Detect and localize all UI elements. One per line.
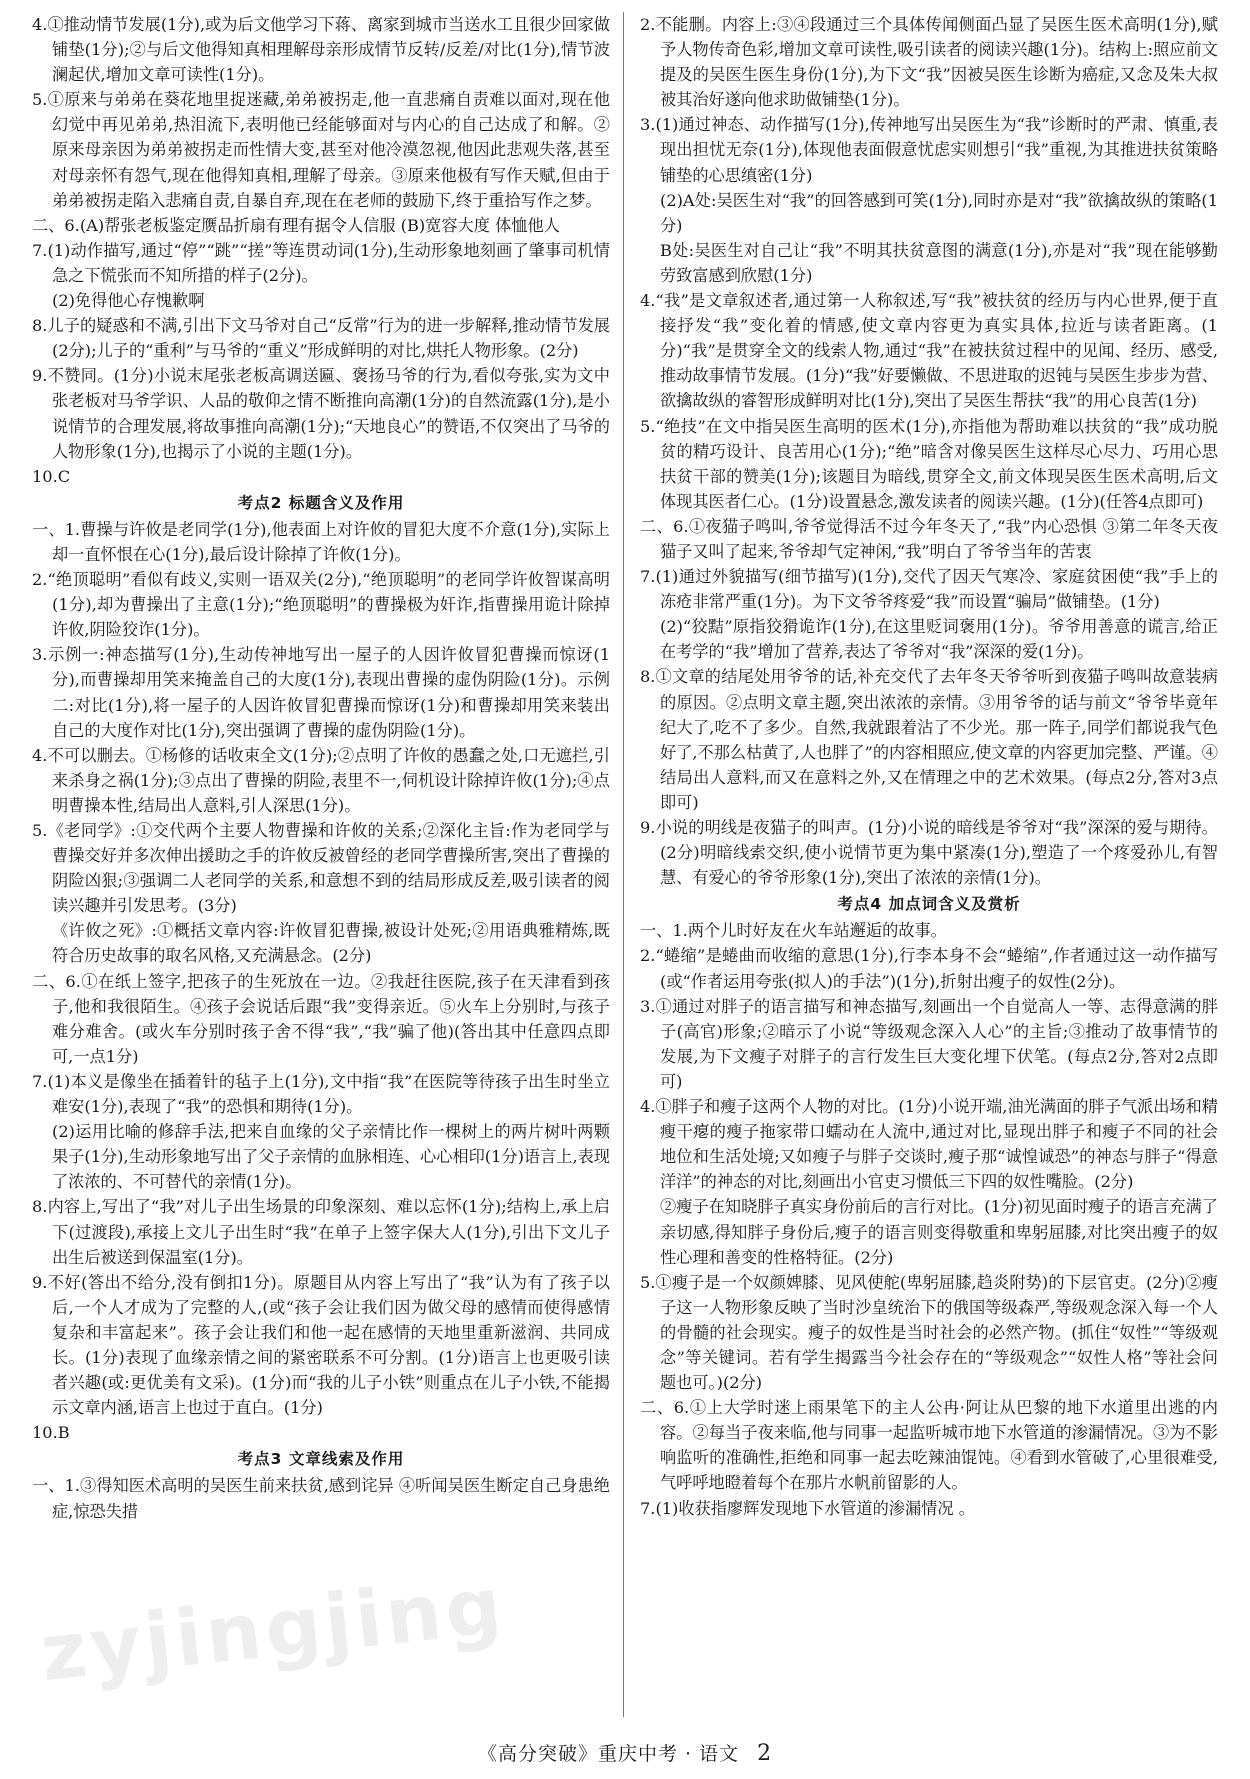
- left-column: [32, 12, 610, 1524]
- page-footer: [0, 1739, 1250, 1766]
- answer-paragraph: 5.“绝技”在文中指吴医生高明的医术(1分),亦指他为帮助难以扶贫的“我”成功脱贫的精巧设计、良苦用心(1分);“绝”暗含对像吴医生这样尽心尽力、巧用心思扶贫干部的赞美(1分);该题目为暗线,贯穿全文,前文体现吴医生医术高明,后文体现其医者仁心。(1分)设置悬念,激发读者的阅读兴趣。(1分)(任答4点即可): [640, 416, 1218, 511]
- answer-paragraph: 3.示例一:神态描写(1分),生动传神地写出一屋子的人因许攸冒犯曹操而惊讶(1分),而曹操却用笑来掩盖自己的大度(1分),表现出曹操的虚伪阴险(1分)。示例二:对比(1分),将一屋子的人因许攸冒犯曹操而惊讶(1分)和曹操却用笑来装出自己的大度作对比(1分),突出强调了曹操的虚伪阴险(1分)。: [32, 645, 610, 740]
- column-divider: [623, 12, 624, 1717]
- answer-paragraph: 10.C: [32, 466, 71, 486]
- watermark: zyjingjing: [36, 1560, 510, 1700]
- answer-paragraph: 7.(1)动作描写,通过“停”“跳”“搓”等连贯动词(1分),生动形象地刻画了肇事司机情急之下慌张而不知所措的样子(2分)。: [32, 240, 610, 285]
- answer-paragraph: 5.①瘦子是一个奴颜婢膝、见风使舵(卑躬屈膝,趋炎附势)的下层官吏。(2分)②瘦子这一人物形象反映了当时沙皇统治下的俄国等级森严,等级观念深入每一个人的骨髓的社会现实。瘦子的奴性是当时社会的必然产物。(抓住“奴性”“等级观念”等关键词。若有学生揭露当今社会存在的“等级观念”“奴性人格”等社会问题也可。)(2分): [640, 1272, 1218, 1393]
- answer-paragraph: B处:吴医生对自己让“我”不明其扶贫意图的满意(1分),亦是对“我”现在能够勤劳致富感到欣慰(1分): [660, 240, 1218, 285]
- answer-paragraph: 4.①推动情节发展(1分),或为后文他学习下蒋、离家到城市当送水工且很少回家做铺垫(1分);②与后文他得知真相理解母亲形成情节反转/反差/对比(1分),情节波澜起伏,增加文章可读性(1分)。: [32, 15, 610, 85]
- answer-paragraph: 7.(1)本义是像坐在插着针的毡子上(1分),文中指“我”在医院等待孩子出生时坐立难安(1分),表现了“我”的恐惧和期待(1分)。: [32, 1071, 610, 1117]
- section-heading: 考点2 标题含义及作用: [237, 493, 405, 512]
- answer-paragraph: ②瘦子在知晓胖子真实身份前后的言行对比。(1分)初见面时瘦子的语言充满了亲切感,得知胖子身份后,瘦子的语言则变得敬重和卑躬屈膝,对比突出瘦子的奴性心理和善变的性格特征。(2分): [660, 1197, 1218, 1267]
- answer-paragraph: 2.不能删。内容上:③④段通过三个具体传闻侧面凸显了吴医生医术高明(1分),赋予人物传奇色彩,增加文章可读性,吸引读者的阅读兴趣(1分)。结构上:照应前文提及的吴医生医生身份(1分),为下文“我”因被吴医生诊断为癌症,又念及朱大叔被其治好遂向他求助做铺垫(1分)。: [640, 15, 1218, 110]
- answer-paragraph: 《许攸之死》:①概括文章内容:许攸冒犯曹操,被设计处死;②用语典雅精炼,既符合历史故事的取名风格,又充满悬念。(2分): [52, 921, 610, 966]
- answer-paragraph: 7.(1)收获指廖辉发现地下水管道的渗漏情况 。: [640, 1498, 975, 1518]
- answer-paragraph: 8.儿子的疑惑和不满,引出下文马爷对自己“反常”行为的进一步解释,推动情节发展(2分);儿子的“重利”与马爷的“重义”形成鲜明的对比,烘托人物形象。(2分): [32, 316, 610, 361]
- answer-paragraph: 一、1.两个儿时好友在火车站邂逅的故事。: [640, 921, 947, 941]
- answer-paragraph: 2.“蜷缩”是蜷曲而收缩的意思(1分),行李本身不会“蜷缩”,作者通过这一动作描写(或“作者运用夸张(拟人)的手法”)(1分),折射出瘦子的奴性(2分)。: [640, 946, 1218, 991]
- answer-page: [22, 12, 1228, 1732]
- answer-paragraph: 2.“绝顶聪明”看似有歧义,实则一语双关(2分),“绝顶聪明”的老同学许攸智谋高明(1分),却为曹操出了主意(1分);“绝顶聪明”的曹操极为奸诈,指曹操用诡计除掉许攸,阴险狡诈(1分)。: [32, 570, 610, 640]
- answer-paragraph: 二、6.(A)帮张老板鉴定赝品折扇有理有据令人信服 (B)宽容大度 体恤他人: [32, 215, 560, 235]
- answer-paragraph: (2)免得他心存愧歉啊: [52, 291, 205, 311]
- answer-paragraph: 8.内容上,写出了“我”对儿子出生场景的印象深刻、难以忘怀(1分);结构上,承上启下(过渡段),承接上文儿子出生时“我”在单子上签字保大人(1分),引出下文儿子出生后被送到保温室(1分)。: [32, 1197, 610, 1267]
- answer-paragraph: 一、1.曹操与许攸是老同学(1分),他表面上对许攸的冒犯大度不介意(1分),实际上却一直怀恨在心(1分),最后设计除掉了许攸(1分)。: [32, 519, 610, 564]
- answer-paragraph: 二、6.①在纸上签字,把孩子的生死放在一边。②我赶往医院,孩子在天津看到孩子,他和我很陌生。④孩子会说话后跟“我”变得亲近。⑤火车上分别时,与孩子难分难舍。(或火车分别时孩子舍不得“我”,“我”骗了他)(答出其中任意四点即可,一点1分): [32, 971, 610, 1066]
- page-number: 2: [757, 1741, 773, 1766]
- answer-paragraph: 3.(1)通过神态、动作描写(1分),传神地写出吴医生为“我”诊断时的严肃、慎重,表现出担忧无奈(1分),体现他表面假意忧虑实则想引“我”重视,为其推进扶贫策略铺垫的心思缜密(1分): [640, 115, 1218, 185]
- answer-paragraph: (2)A处:吴医生对“我”的回答感到可笑(1分),同时亦是对“我”欲擒故纵的策略(1分): [660, 190, 1218, 235]
- answer-paragraph: 9.小说的明线是夜猫子的叫声。(1分)小说的暗线是爷爷对“我”深深的爱与期待。(2分)明暗线索交织,使小说情节更为集中紧凑(1分),塑造了一个疼爱孙儿,有智慧、有爱心的爷爷形象(1分),突出了浓浓的亲情(1分)。: [640, 818, 1218, 888]
- right-column: [640, 12, 1218, 1521]
- answer-paragraph: 7.(1)通过外貌描写(细节描写)(1分),交代了因天气寒冷、家庭贫困使“我”手上的冻疮非常严重(1分)。为下文爷爷疼爱“我”而设置“骗局”做铺垫。(1分): [640, 567, 1218, 612]
- answer-paragraph: 二、6.①上大学时迷上雨果笔下的主人公冉·阿让从巴黎的地下水道里出逃的内容。②每当子夜来临,他与同事一起监听城市地下水管道的渗漏情况。③为不影响监听的准确性,拒绝和同事一起去吃辣油馄饨。④看到水管破了,心里很难受,气呼呼地瞪着每个在那片水帆前留影的人。: [640, 1398, 1218, 1493]
- answer-paragraph: 9.不赞同。(1分)小说末尾张老板高调送匾、褒扬马爷的行为,看似夸张,实为文中张老板对马爷学识、人品的敬仰之情不断推向高潮(1分)的自然流露(1分),是小说情节的合理发展,将故事推向高潮(1分);“天地良心”的赞语,不仅突出了马爷的人物形象(1分),也揭示了小说的主题(1分)。: [32, 366, 610, 461]
- answer-paragraph: 一、1.③得知医术高明的吴医生前来扶贫,感到诧异 ④听闻吴医生断定自己身患绝症,惊恐失措: [32, 1476, 610, 1521]
- answer-paragraph: 5.《老同学》:①交代两个主要人物曹操和许攸的关系;②深化主旨:作为老同学与曹操交好并多次伸出援助之手的许攸反被曾经的老同学曹操所害,突出了曹操的阴险凶狠;③强调二人老同学的关系,和意想不到的结局形成反差,吸引读者的阅读兴趣并引发思考。(3分): [32, 821, 610, 916]
- answer-paragraph: 3.①通过对胖子的语言描写和神态描写,刻画出一个自觉高人一等、志得意满的胖子(高官)形象;②暗示了小说“等级观念深入人心”的主旨;③推动了故事情节的发展,为下文瘦子对胖子的言行发生巨大变化埋下伏笔。(每点2分,答对2点即可): [640, 996, 1218, 1091]
- answer-paragraph: 4.不可以删去。①杨修的话收束全文(1分);②点明了许攸的愚蠢之处,口无遮拦,引来杀身之祸(1分);③点出了曹操的阴险,表里不一,伺机设计除掉许攸(1分);④点明曹操本性,结局出人意料,引人深思(1分)。: [32, 745, 610, 815]
- answer-paragraph: 4.“我”是文章叙述者,通过第一人称叙述,写“我”被扶贫的经历与内心世界,便于直接抒发“我”变化着的情感,使文章内容更为真实具体,拉近与读者距离。(1分)“我”是贯穿全文的线索人物,通过“我”在被扶贫过程中的见闻、经历、感受,推动故事情节发展。(1分)“我”好要懒做、不思进取的迟钝与吴医生步步为营、欲擒故纵的睿智形成鲜明对比(1分),突出了吴医生帮扶“我”的用心良苦(1分): [640, 291, 1218, 411]
- answer-paragraph: 二、6.①夜猫子鸣叫,爷爷觉得活不过今年冬天了,“我”内心恐惧 ③第二年冬天夜猫子又叫了起来,爷爷却气定神闲,“我”明白了爷爷当年的苦衷: [640, 516, 1218, 561]
- section-heading: 考点3 文章线索及作用: [237, 1450, 405, 1469]
- answer-paragraph: 5.①原来与弟弟在葵花地里捉迷藏,弟弟被拐走,他一直悲痛自责难以面对,现在他幻觉中再见弟弟,热泪流下,表明他已经能够面对与内心的自己达成了和解。②原来母亲因为弟弟被拐走而性情大变,甚至对他冷漠忽视,他因此悲观失落,甚至对母亲怀有怨气,现在他得知真相,理解了母亲。③原来他极有写作天赋,但由于弟弟被拐走陷入悲痛自责,自暴自弃,现在在老师的鼓励下,终于重拾写作之梦。: [32, 90, 610, 210]
- footer-title: 《高分突破》重庆中考 · 语文: [477, 1743, 740, 1765]
- answer-paragraph: 9.不好(答出不给分,没有倒扣1分)。原题目从内容上写出了“我”认为有了孩子以后,一个人才成为了完整的人,(或“孩子会让我们因为做父母的感情而使得感情复杂和丰富起来”。孩子会让我们和他一起在感情的天地里重新滋润、共同成长。(1分)表现了血缘亲情之间的紧密联系不可分割。(1分)语言上也更吸引读者兴趣(或:更优美有文采)。(1分)而“我的儿子小铁”则重点在儿子小铁,不能揭示文章内涵,语言上也过于直白。(1分): [32, 1272, 610, 1418]
- answer-paragraph: 8.①文章的结尾处用爷爷的话,补充交代了去年冬天爷爷听到夜猫子鸣叫故意装病的原因。②点明文章主题,突出浓浓的亲情。③用爷爷的话与前文“爷爷毕竟年纪大了,吃不了多少。自然,我就跟着沾了不少光。那一阵子,同学们都说我气色好了,不那么枯黄了,人也胖了”的内容相照应,使文章的内容更加完整、严谨。④结局出人意料,而又在意料之外,又在情理之中的艺术效果。(每点2分,答对3点即可): [640, 667, 1218, 812]
- answer-paragraph: (2)“狡黠”原指狡猾诡诈(1分),在这里贬词褒用(1分)。爷爷用善意的谎言,给正在考学的“我”增加了营养,表达了爷爷对“我”深深的爱(1分)。: [660, 617, 1218, 662]
- answer-paragraph: (2)运用比喻的修辞手法,把来自血缘的父子亲情比作一棵树上的两片树叶两颗果子(1分),生动形象地写出了父子亲情的血脉相连、心心相印(1分)语言上,表现了浓浓的、不可替代的亲情(1分)。: [52, 1122, 610, 1192]
- section-heading: 考点4 加点词含义及赏析: [837, 895, 1021, 914]
- answer-paragraph: 4.①胖子和瘦子这两个人物的对比。(1分)小说开端,油光满面的胖子气派出场和精瘦干瘪的瘦子拖家带口蠕动在人流中,通过对比,显现出胖子和瘦子不同的社会地位和生活处境;又如瘦子与胖子交谈时,瘦子那“诚惶诚恐”的神态与胖子“得意洋洋”的神态的对比,刻画出小官吏习惯低三下四的奴性嘴脸。(2分): [640, 1097, 1218, 1192]
- answer-paragraph: 10.B: [32, 1423, 70, 1443]
